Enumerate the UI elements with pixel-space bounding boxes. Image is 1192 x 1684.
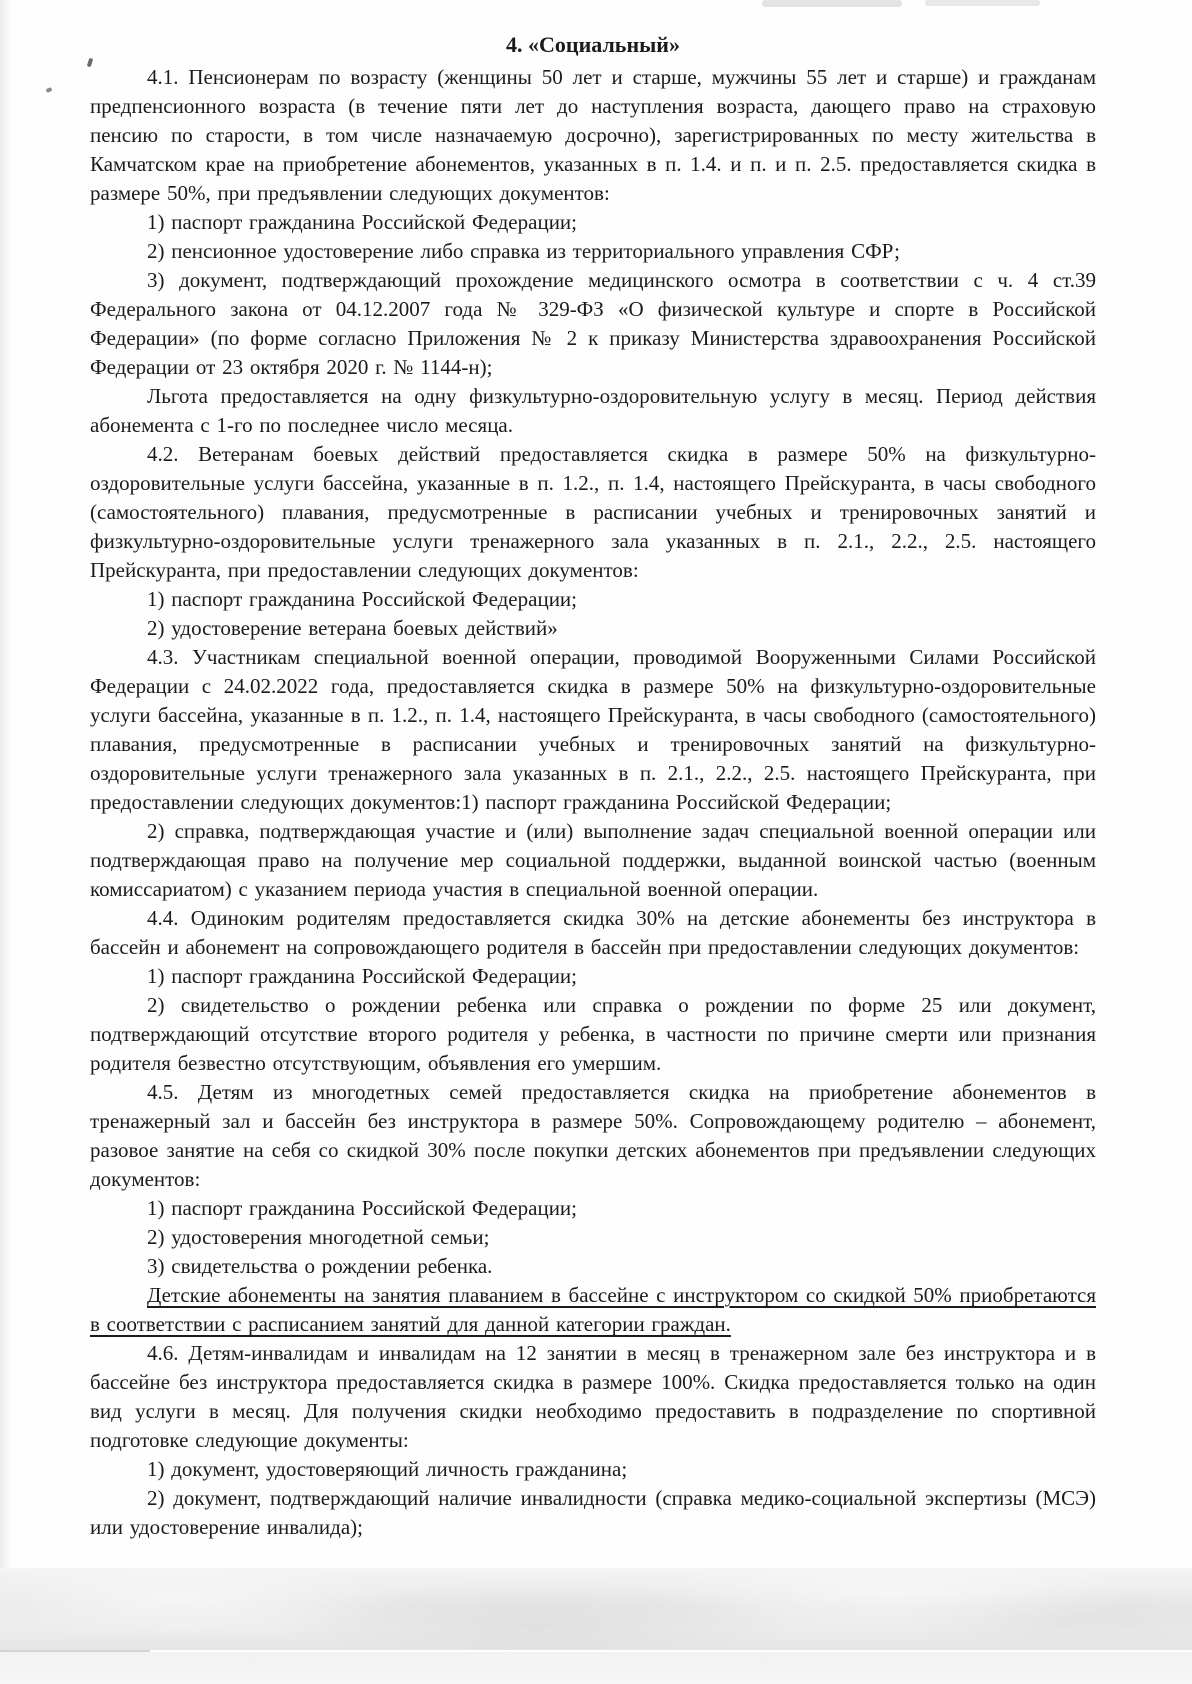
paragraph-4-1: 4.1. Пенсионерам по возрасту (женщины 50 лет и старше, мужчины 55 лет и старше) и гражданам предпенсионного возраста (в течение пяти лет до наступления возраста, дающего право на страховую пенсию по старости, в том числе назначаемую досрочно), зарегистрированных по месту жительства в Камчатском крае на приобретение абонементов, указанных в п. 1.4. и п. и п. 2.5. предоставляется скидка в размере 50%, при предъявлении следующих документов: xyxy=(90,65,1096,205)
paragraph-children-subscriptions-underlined: Детские абонементы на занятия плаванием в бассейне с инструктором со скидкой 50% приобретаются в соответствии с расписанием занятий для данной категории граждан. xyxy=(90,1283,1096,1336)
section-title: 4. «Социальный» xyxy=(506,32,680,57)
scan-edge-shading xyxy=(0,0,12,1684)
scan-speck xyxy=(45,87,52,93)
document-content xyxy=(90,30,1096,1542)
list-item-4-5-1: 1) паспорт гражданина Российской Федерации; xyxy=(147,1196,577,1220)
scan-artifact-top xyxy=(762,0,902,7)
paragraph-4-3: 4.3. Участникам специальной военной операции, проводимой Вооруженными Силами Российской Федерации с 24.02.2022 года, предоставляется скидка в размере 50% на физкультурно-оздоровительные услуги бассейна, указанные в п. 1.2., п. 1.4, настоящего Прейскуранта, в часы свободного (самостоятельного) плавания, предусмотренные в расписании учебных и тренировочных занятий на физкультурно-оздоровительные услуги тренажерного зала указанных в п. 2.1., 2.2., 2.5. настоящего Прейскуранта, при предоставлении следующих документов:1) паспорт гражданина Российской Федерации; xyxy=(90,645,1096,814)
scan-artifact-top xyxy=(925,0,1040,6)
list-item-4-1-3: 3) документ, подтверждающий прохождение медицинского осмотра в соответствии с ч. 4 ст.39 Федерального закона от 04.12.2007 года № 329-ФЗ «О физической культуре и спорте в Российской Федерации» (по форме согласно Приложения № 2 к приказу Министерства здравоохранения Российской Федерации от 23 октября 2020 г. № 1144-н); xyxy=(90,268,1096,379)
list-item-4-5-3: 3) свидетельства о рождении ребенка. xyxy=(147,1254,493,1278)
list-item-4-6-2: 2) документ, подтверждающий наличие инвалидности (справка медико-социальной экспертизы (МСЭ) или удостоверение инвалида); xyxy=(90,1486,1096,1539)
list-item-4-6-1: 1) документ, удостоверяющий личность гражданина; xyxy=(147,1457,628,1481)
list-item-4-2-1: 1) паспорт гражданина Российской Федерации; xyxy=(147,587,577,611)
paragraph-4-2: 4.2. Ветеранам боевых действий предоставляется скидка в размере 50% на физкультурно-оздоровительные услуги бассейна, указанные в п. 1.2., п. 1.4, настоящего Прейскуранта, в часы свободного (самостоятельного) плавания, предусмотренные в расписании учебных и тренировочных занятий и физкультурно-оздоровительные услуги тренажерного зала указанных в п. 2.1., 2.2., 2.5. настоящего Прейскуранта, при предоставлении следующих документов: xyxy=(90,442,1096,582)
list-item-4-5-2: 2) удостоверения многодетной семьи; xyxy=(147,1225,490,1249)
list-item-4-2-2: 2) удостоверение ветерана боевых действий» xyxy=(147,616,558,640)
list-item-4-1-2: 2) пенсионное удостоверение либо справка из территориального управления СФР; xyxy=(147,239,900,263)
paragraph-4-6: 4.6. Детям-инвалидам и инвалидам на 12 занятии в месяц в тренажерном зале без инструктора и в бассейне без инструктора предоставляется скидка в размере 100%. Скидка предоставляется только на один вид услуги в месяц. Для получения скидки необходимо предоставить в подразделение по спортивной подготовке следующие документы: xyxy=(90,1341,1096,1452)
scan-bottom-band xyxy=(0,1568,1192,1650)
paragraph-4-4: 4.4. Одиноким родителям предоставляется скидка 30% на детские абонементы без инструктора в бассейн и абонемент на сопровождающего родителя в бассейн при предоставлении следующих документов: xyxy=(90,906,1096,959)
list-item-4-3-2: 2) справка, подтверждающая участие и (или) выполнение задач специальной военной операции или подтверждающая право на получение мер социальной поддержки, выданной воинской частью (военным комиссариатом) с указанием периода участия в специальной военной операции. xyxy=(90,819,1096,901)
scan-bottom-strip xyxy=(0,1652,1192,1684)
paragraph-4-1-note: Льгота предоставляется на одну физкультурно-оздоровительную услугу в месяц. Период действия абонемента с 1-го по последнее число месяца. xyxy=(90,384,1096,437)
list-item-4-4-1: 1) паспорт гражданина Российской Федерации; xyxy=(147,964,577,988)
list-item-4-4-2: 2) свидетельство о рождении ребенка или справка о рождении по форме 25 или документ, подтверждающий отсутствие второго родителя у ребенка, в частности по причине смерти или признания родителя безвестно отсутствующим, объявления его умершим. xyxy=(90,993,1096,1075)
paragraph-4-5: 4.5. Детям из многодетных семей предоставляется скидка на приобретение абонементов в тренажерный зал и бассейн без инструктора в размере 50%. Сопровождающему родителю – абонемент, разовое занятие на себя со скидкой 30% после покупки детских абонементов при предъявлении следующих документов: xyxy=(90,1080,1096,1191)
list-item-4-1-1: 1) паспорт гражданина Российской Федерации; xyxy=(147,210,577,234)
